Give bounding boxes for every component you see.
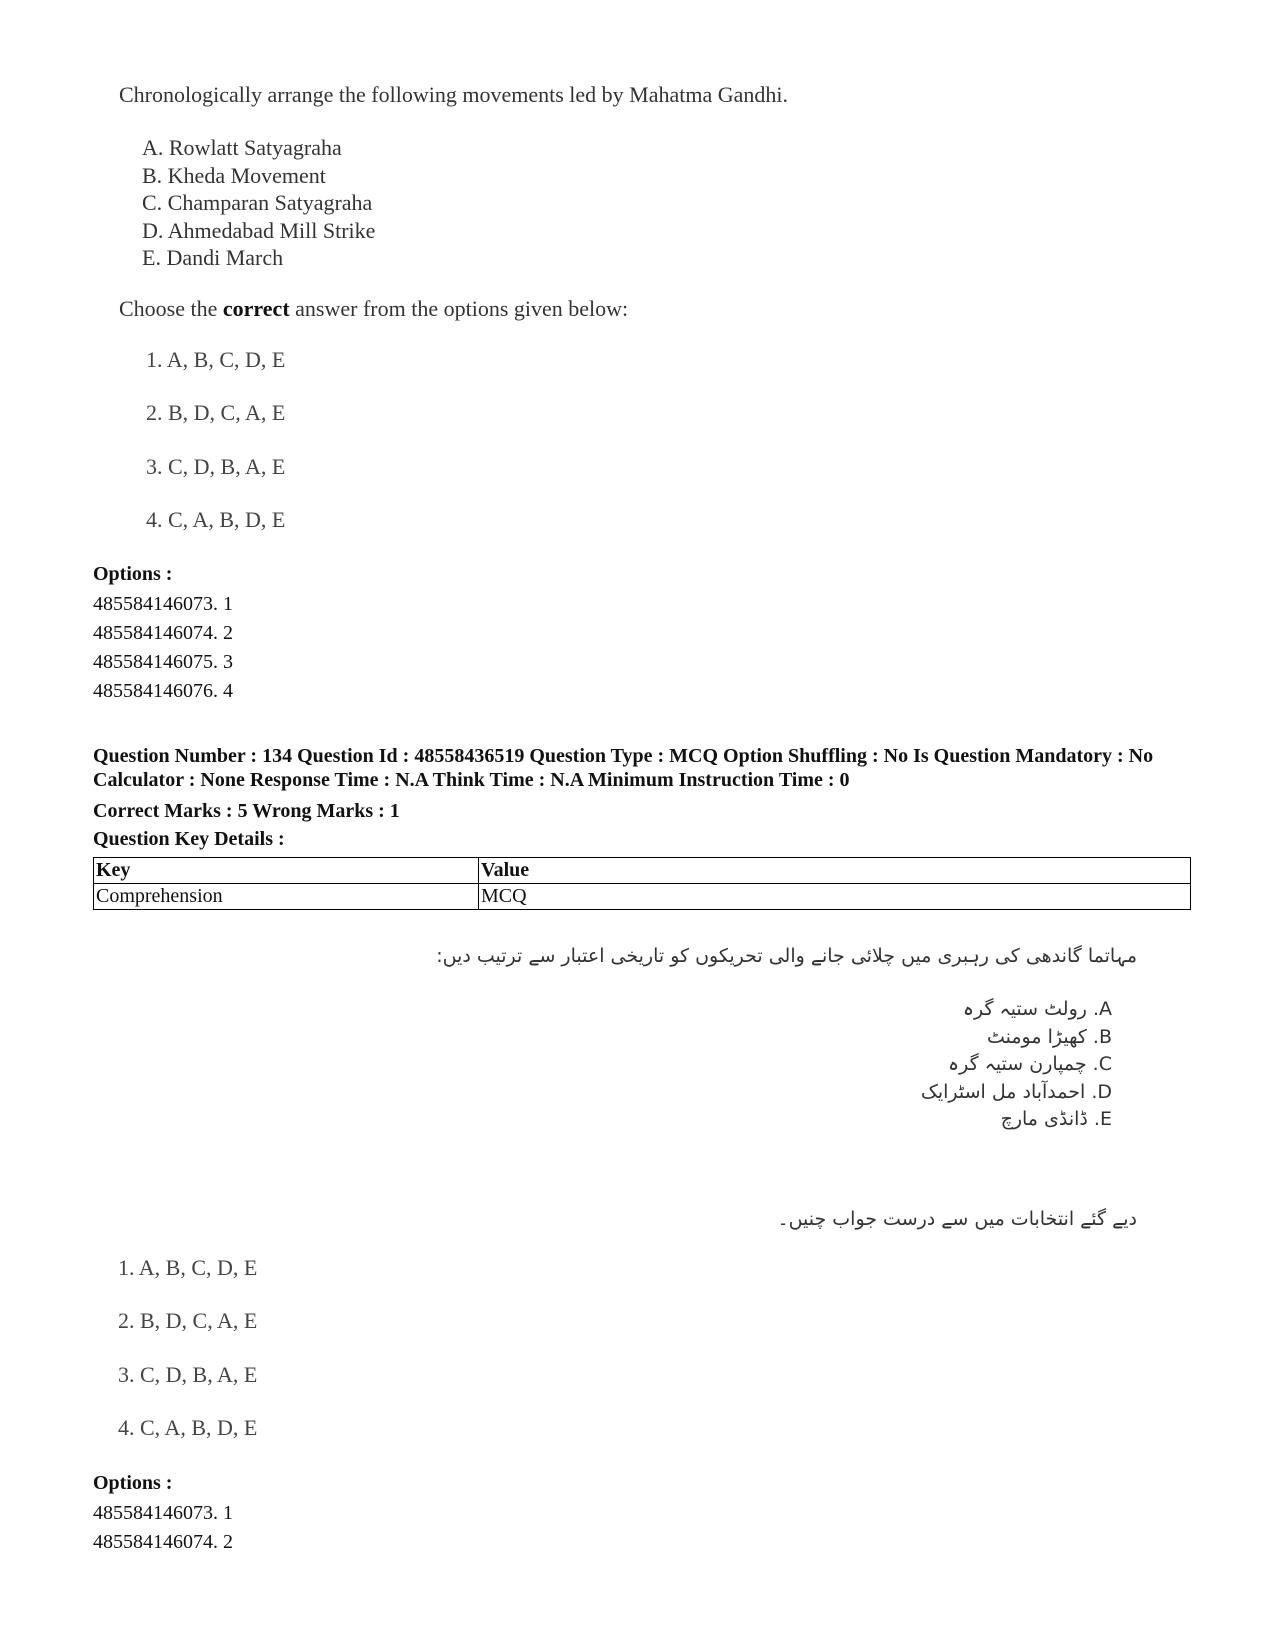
- answer-choice-4: 4. C, A, B, D, E: [146, 507, 286, 532]
- table-row: [94, 884, 1191, 910]
- urdu-choose-instruction: دیے گئے انتخابات میں سے درست جواب چنیں۔: [777, 1208, 1137, 1230]
- statement-list: [142, 134, 375, 272]
- statement-item: A. Rowlatt Satyagraha: [142, 135, 342, 160]
- urdu-statement-item: C. چمپارن ستیہ گرہ: [947, 1053, 1112, 1075]
- marks-line: Correct Marks : 5 Wrong Marks : 1: [93, 800, 400, 822]
- choose-prefix: Choose the: [119, 296, 223, 321]
- answer-choice-3: 3. C, D, B, A, E: [118, 1362, 258, 1387]
- answer-choice-2: 2. B, D, C, A, E: [118, 1308, 258, 1333]
- choose-bold-word: correct: [222, 296, 290, 321]
- table-header-key: Key: [94, 858, 479, 884]
- options-list: [93, 590, 233, 706]
- option-item: 485584146074. 2: [93, 622, 233, 644]
- urdu-statement-item: A. رولٹ ستیہ گرہ: [962, 998, 1112, 1020]
- urdu-statement-item: B. کھیڑا مومنٹ: [986, 1025, 1112, 1048]
- options-label: Options :: [93, 563, 173, 585]
- answer-choice-2: 2. B, D, C, A, E: [146, 400, 286, 425]
- question-intro: Chronologically arrange the following movements led by Mahatma Gandhi.: [119, 82, 789, 107]
- choose-suffix: answer from the options given below:: [289, 296, 629, 321]
- key-details-table: [93, 857, 1191, 910]
- key-details-label: Question Key Details :: [93, 828, 285, 850]
- urdu-statement-item: E. ڈانڈی مارچ: [1000, 1108, 1112, 1130]
- urdu-statement-list: [921, 996, 1112, 1134]
- table-cell-key: Comprehension: [94, 884, 479, 910]
- choose-instruction: [119, 296, 628, 322]
- option-item: 485584146073. 1: [93, 593, 233, 615]
- table-cell-value: MCQ: [479, 884, 1191, 910]
- table-header-value: Value: [479, 858, 1191, 884]
- option-item: 485584146073. 1: [93, 1502, 233, 1524]
- answer-choice-1: 1. A, B, C, D, E: [118, 1255, 258, 1280]
- urdu-statement-item: D. احمدآباد مل اسٹرایک: [920, 1080, 1112, 1103]
- urdu-question-intro: مہاتما گاندھی کی رہبری میں چلائی جانے والی تحریکوں کو تاریخی اعتبار سے ترتیب دیں:: [436, 945, 1137, 967]
- statement-item: B. Kheda Movement: [142, 162, 326, 188]
- statement-item: D. Ahmedabad Mill Strike: [142, 217, 376, 243]
- options-list: [93, 1499, 233, 1557]
- option-item: 485584146075. 3: [93, 651, 233, 673]
- options-label: Options :: [93, 1472, 173, 1494]
- statement-item: C. Champaran Satyagraha: [142, 190, 373, 215]
- option-item: 485584146076. 4: [93, 680, 233, 702]
- table-header-row: [94, 858, 1191, 884]
- answer-choice-1: 1. A, B, C, D, E: [146, 347, 286, 372]
- answer-choice-3: 3. C, D, B, A, E: [146, 454, 286, 479]
- option-item: 485584146074. 2: [93, 1531, 233, 1553]
- answer-choice-4: 4. C, A, B, D, E: [118, 1415, 258, 1440]
- statement-item: E. Dandi March: [142, 245, 284, 270]
- question-metadata: Question Number : 134 Question Id : 48558436519 Question Type : MCQ Option Shuffling : No Is Question Mandatory : No Calculator : None Response Time : N.A Think Time : N.A Minimum Instruction Time : 0: [93, 745, 1154, 791]
